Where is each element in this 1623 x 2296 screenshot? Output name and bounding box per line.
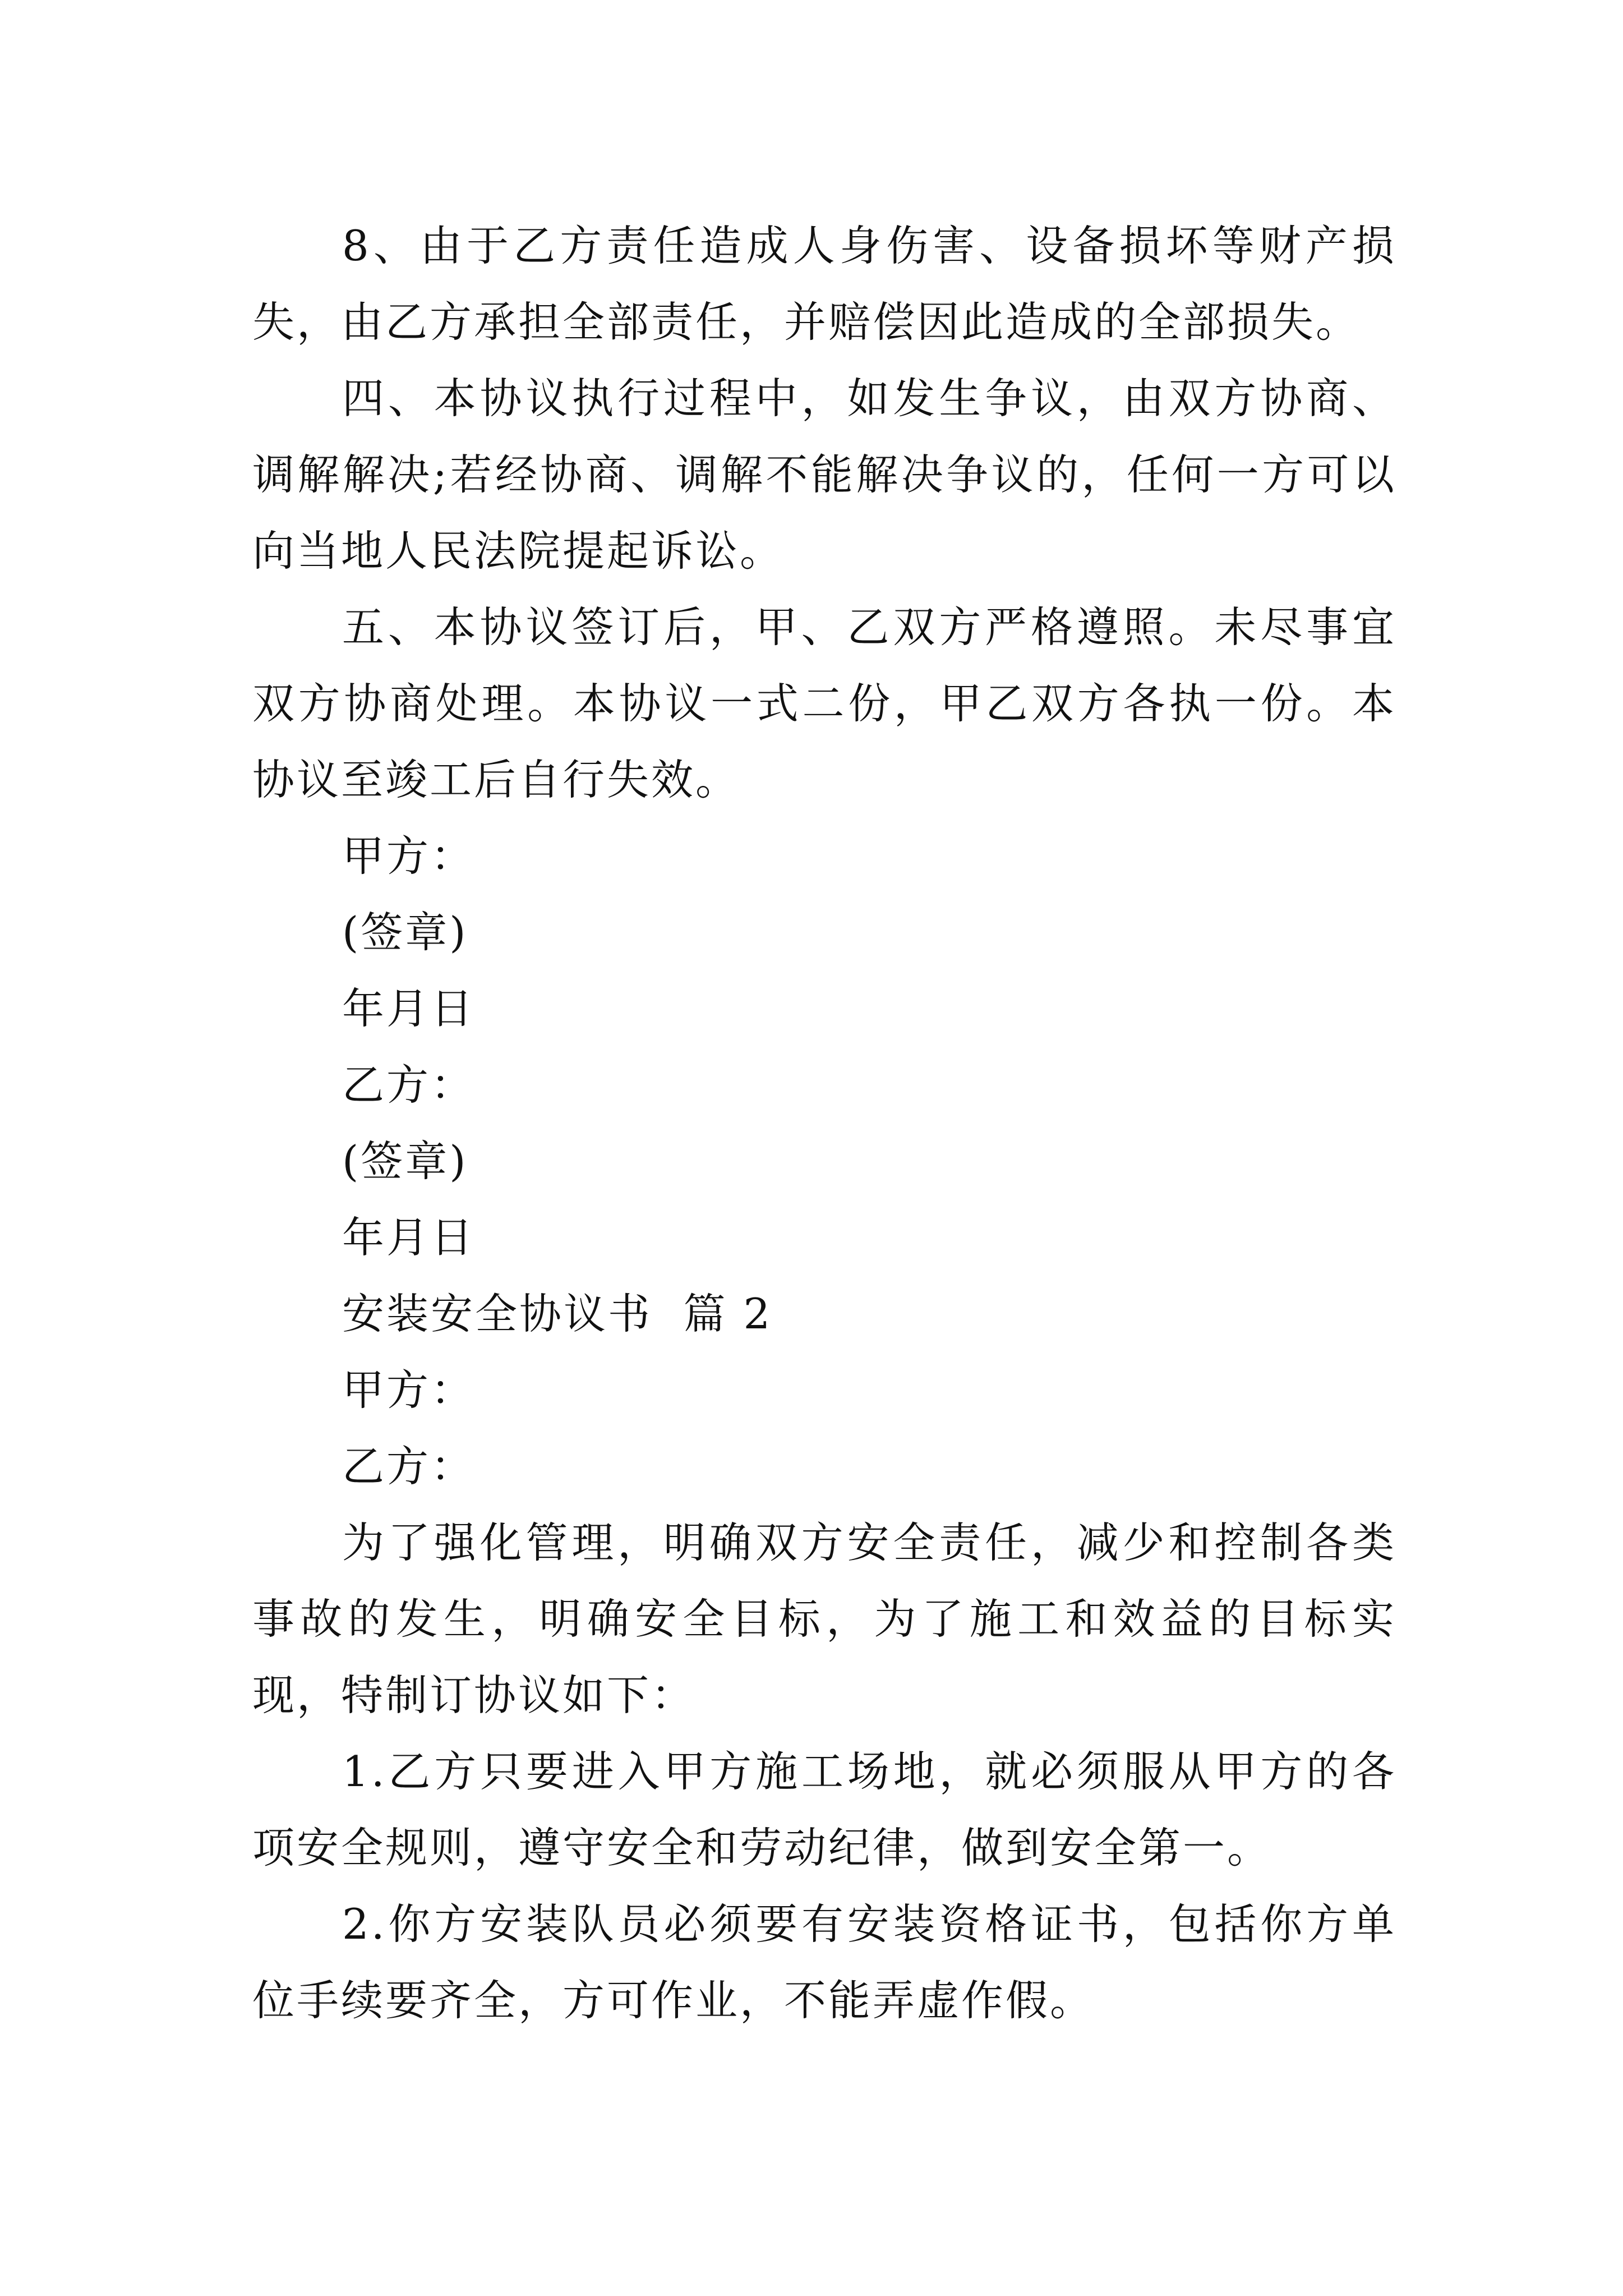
party-a-label: 甲方： — [342, 831, 476, 881]
clause-effect: 五、本协议签订后，甲、乙双方严格遵照。未尽事宜双方协商处理。本协议一式二份，甲乙双方各执一份。本协议至竣工后自行失效。 — [252, 602, 1396, 804]
section-title: 安装安全协议书 篇 2 — [342, 1289, 773, 1338]
party-a-date: 年月日 — [342, 984, 476, 1033]
clause-8: 8、由于乙方责任造成人身伤害、设备损坏等财产损失，由乙方承担全部责任，并赔偿因此造成的全部损失。 — [252, 221, 1396, 347]
document-body — [252, 208, 1396, 2039]
section2-party-b: 乙方： — [342, 1442, 476, 1491]
section2-item-1: 1.乙方只要进入甲方施工场地，就必须服从甲方的各项安全规则，遵守安全和劳动纪律，做到安全第一。 — [252, 1747, 1396, 1872]
section2-party-a: 甲方： — [342, 1365, 476, 1415]
party-b-label: 乙方： — [342, 1060, 476, 1110]
party-b-date: 年月日 — [342, 1213, 476, 1262]
section2-intro: 为了强化管理，明确双方安全责任，减少和控制各类事故的发生，明确安全目标，为了施工和效益的目标实现，特制订协议如下： — [252, 1518, 1396, 1720]
section2-item-2: 2.你方安装队员必须要有安装资格证书，包括你方单位手续要齐全，方可作业，不能弄虚作假。 — [252, 1899, 1396, 2025]
clause-dispute: 四、本协议执行过程中，如发生争议，由双方协商、调解解决;若经协商、调解不能解决争议的，任何一方可以向当地人民法院提起诉讼。 — [252, 374, 1396, 576]
party-a-seal: (签章) — [342, 908, 468, 957]
party-b-seal: (签章) — [342, 1137, 468, 1186]
